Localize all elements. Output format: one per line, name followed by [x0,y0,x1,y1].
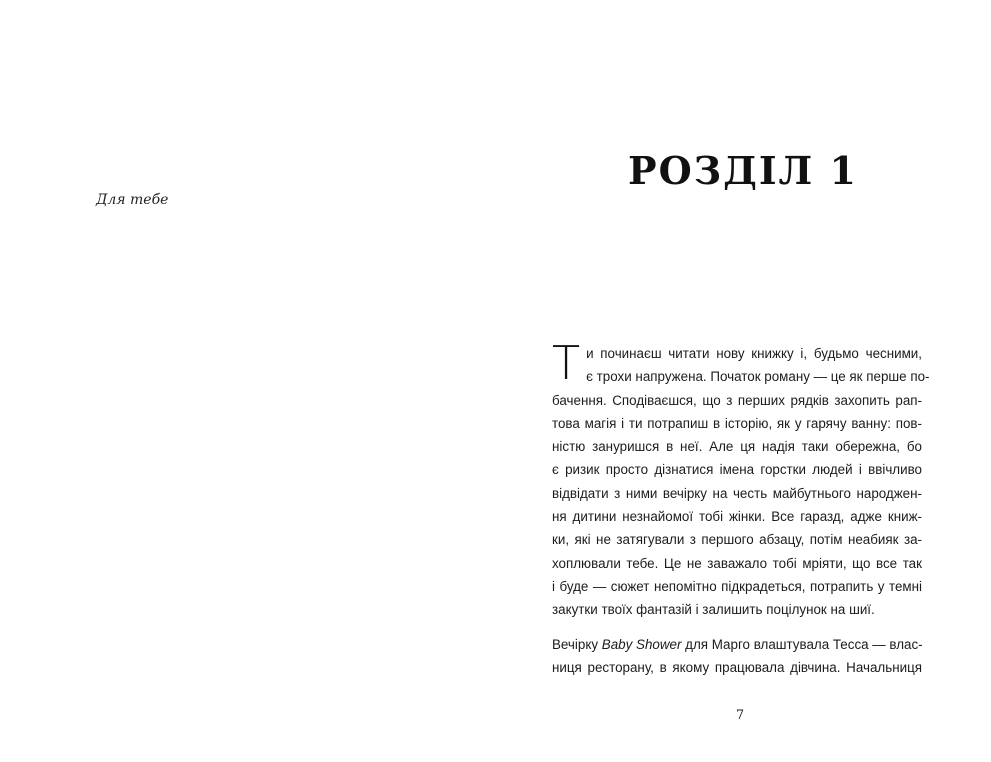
text-line: закутки твоїх фантазій і залишить поцілунок на шиї. [552,602,875,618]
text-line: ки, які не затягували з першого абзацу, потім неабияк за- [552,532,922,548]
right-page [495,0,991,762]
drop-cap: Т [552,336,581,390]
text-line: ниця ресторану, в якому працювала дівчина. Начальниця [552,659,922,675]
chapter-title: РОЗДІЛ 1 [628,148,858,193]
text-fragment: Вечірку [552,636,602,652]
text-line: ністю зануришся в неї. Але ця надія таки обережна, бо [552,439,922,455]
paragraph-spacer [552,622,922,633]
text-line: є ризик просто дізнатися імена горстки людей і ввічливо [552,462,922,478]
text-line: ня дитини незнайомої тобі жінки. Все гаразд, адже книж- [552,509,922,525]
chapter-body [552,336,930,679]
paragraph-1 [552,336,930,622]
text-line: відвідати з ними вечірку на честь майбутнього народжен- [552,485,922,501]
text-fragment: для Марго влаштувала Тесса — влас- [681,636,923,652]
italic-phrase: Baby Shower [601,636,682,652]
dedication: Для тебе [96,192,169,208]
paragraph-2 [552,633,922,680]
text-line: хоплювали тебе. Це не заважало тобі мріяти, що все так [552,555,922,571]
left-page [0,0,495,762]
page-number: 7 [735,708,745,723]
text-line: і буде — сюжет непомітно підкрадеться, потрапить у темні [552,578,922,594]
text-line: бачення. Сподіваєшся, що з перших рядків захопить рап- [552,392,922,408]
text-line [552,633,922,656]
text-line: това магія і ти потрапиш в історію, як у гарячу ванну: пов- [552,415,922,431]
text-line: и починаєш читати нову книжку і, будьмо чесними, [586,346,922,361]
text-line: є трохи напружена. Початок роману — це як перше по- [586,369,930,385]
